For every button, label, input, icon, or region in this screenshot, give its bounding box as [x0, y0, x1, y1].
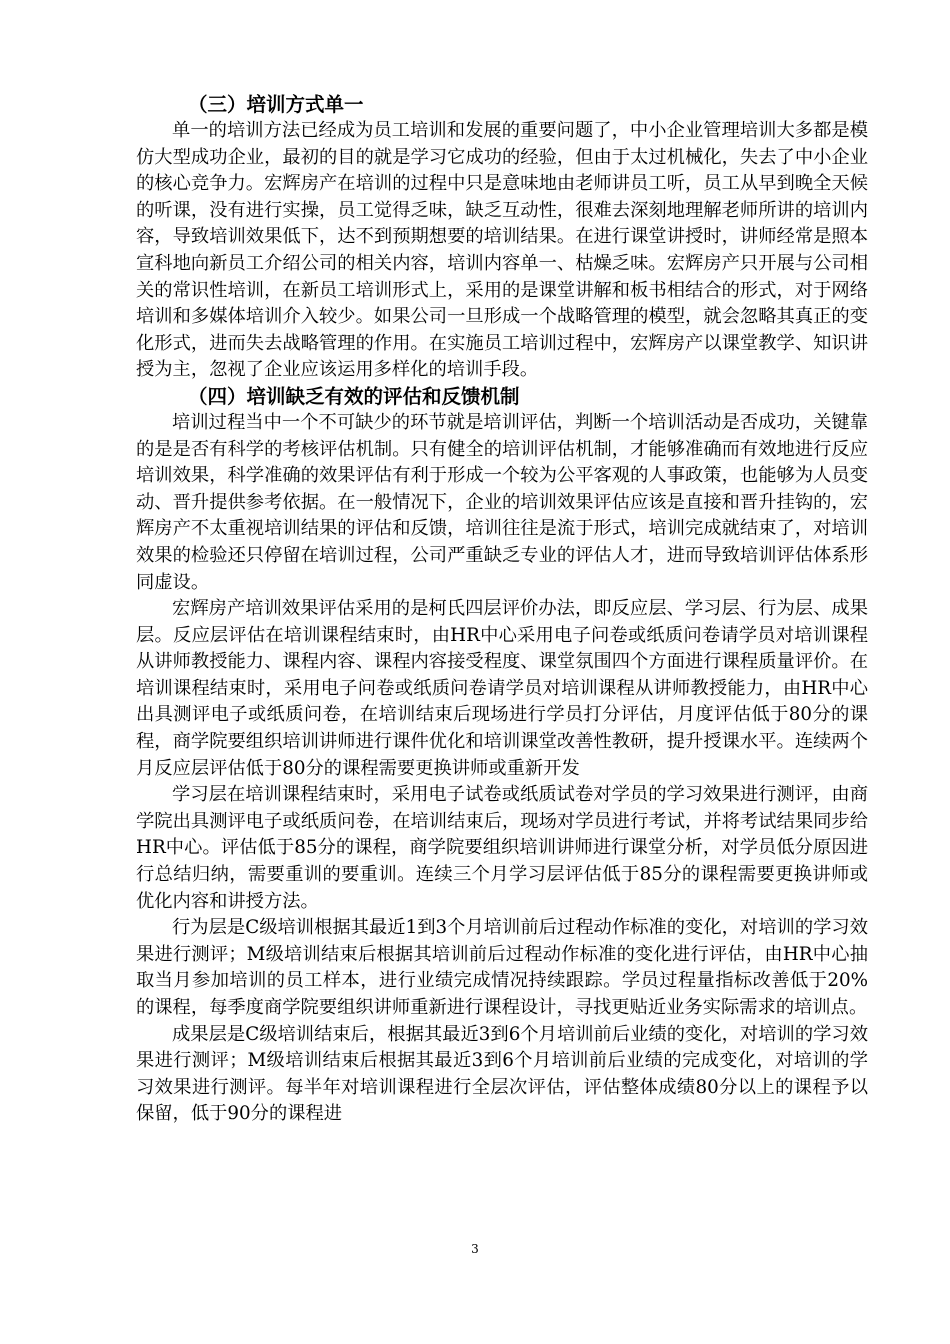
- paragraph: 培训过程当中一个不可缺少的环节就是培训评估，判断一个培训活动是否成功，关键靠的是是否有科学的考核评估机制。只有健全的培训评估机制，才能够准确而有效地进行反应培训效果，科学准确的效果评估有利于形成一个较为公平客观的人事政策，也能够为人员变动、晋升提供参考依据。在一般情况下，企业的培训效果评估应该是直接和晋升挂钩的，宏辉房产不太重视培训结果的评估和反馈，培训往往是流于形式，培训完成就结束了，对培训效果的检验还只停留在培训过程，公司严重缺乏专业的评估人才，进而导致培训评估体系形同虚设。: [136, 411, 868, 593]
- paragraph: 成果层是C级培训结束后，根据其最近3到6个月培训前后业绩的变化，对培训的学习效果进行测评；M级培训结束后根据其最近3到6个月培训前后业绩的完成变化，对培训的学习效果进行测评。每半年对培训课程进行全层次评估，评估整体成绩80分以上的课程予以保留，低于90分的课程进: [136, 1023, 868, 1125]
- document-page: [136, 92, 868, 1128]
- paragraph: 学习层在培训课程结束时，采用电子试卷或纸质试卷对学员的学习效果进行测评，由商学院出具测评电子或纸质问卷，在培训结束后，现场对学员进行考试，并将考试结果同步给HR中心。评估低于85分的课程，商学院要组织培训讲师进行课堂分析，对学员低分原因进行总结归纳，需要重训的要重训。连续三个月学习层评估低于85分的课程需要更换讲师或优化内容和讲授方法。: [136, 784, 868, 912]
- section-heading-3: （三）培训方式单一: [188, 93, 364, 116]
- paragraph: 行为层是C级培训根据其最近1到3个月培训前后过程动作标准的变化，对培训的学习效果进行测评；M级培训结束后根据其培训前后过程动作标准的变化进行评估，由HR中心抽取当月参加培训的员工样本，进行业绩完成情况持续跟踪。学员过程量指标改善低于20%的课程，每季度商学院要组织讲师重新进行课程设计，寻找更贴近业务实际需求的培训点。: [136, 917, 868, 1018]
- page-number: 3: [471, 1242, 479, 1256]
- paragraph: 单一的培训方法已经成为员工培训和发展的重要问题了，中小企业管理培训大多都是模仿大型成功企业，最初的目的就是学习它成功的经验，但由于太过机械化，失去了中小企业的核心竞争力。宏辉房产在培训的过程中只是意味地由老师讲员工听，员工从早到晚全天候的听课，没有进行实操，员工觉得乏味，缺乏互动性，很难去深刻地理解老师所讲的培训内容，导致培训效果低下，达不到预期想要的培训结果。在进行课堂讲授时，讲师经常是照本宣科地向新员工介绍公司的相关内容，培训内容单一、枯燥乏味。宏辉房产只开展与公司相关的常识性培训，在新员工培训形式上，采用的是课堂讲解和板书相结合的形式，对于网络培训和多媒体培训介入较少。如果公司一旦形成一个战略管理的模型，就会忽略其真正的变化形式，进而失去战略管理的作用。在实施员工培训过程中，宏辉房产以课堂教学、知识讲授为主，忽视了企业应该运用多样化的培训手段。: [136, 120, 868, 381]
- section-heading-4: （四）培训缺乏有效的评估和反馈机制: [188, 384, 520, 408]
- paragraph: 宏辉房产培训效果评估采用的是柯氏四层评价办法，即反应层、学习层、行为层、成果层。反应层评估在培训课程结束时，由HR中心采用电子问卷或纸质问卷请学员对培训课程从讲师教授能力、课程内容、课程内容接受程度、课堂氛围四个方面进行课程质量评价。在培训课程结束时，采用电子问卷或纸质问卷请学员对培训课程从讲师教授能力，由HR中心出具测评电子或纸质问卷，在培训结束后现场进行学员打分评估，月度评估低于80分的课程，商学院要组织培训讲师进行课件优化和培训课堂改善性教研，提升授课水平。连续两个月反应层评估低于80分的课程需要更换讲师或重新开发: [136, 598, 868, 779]
